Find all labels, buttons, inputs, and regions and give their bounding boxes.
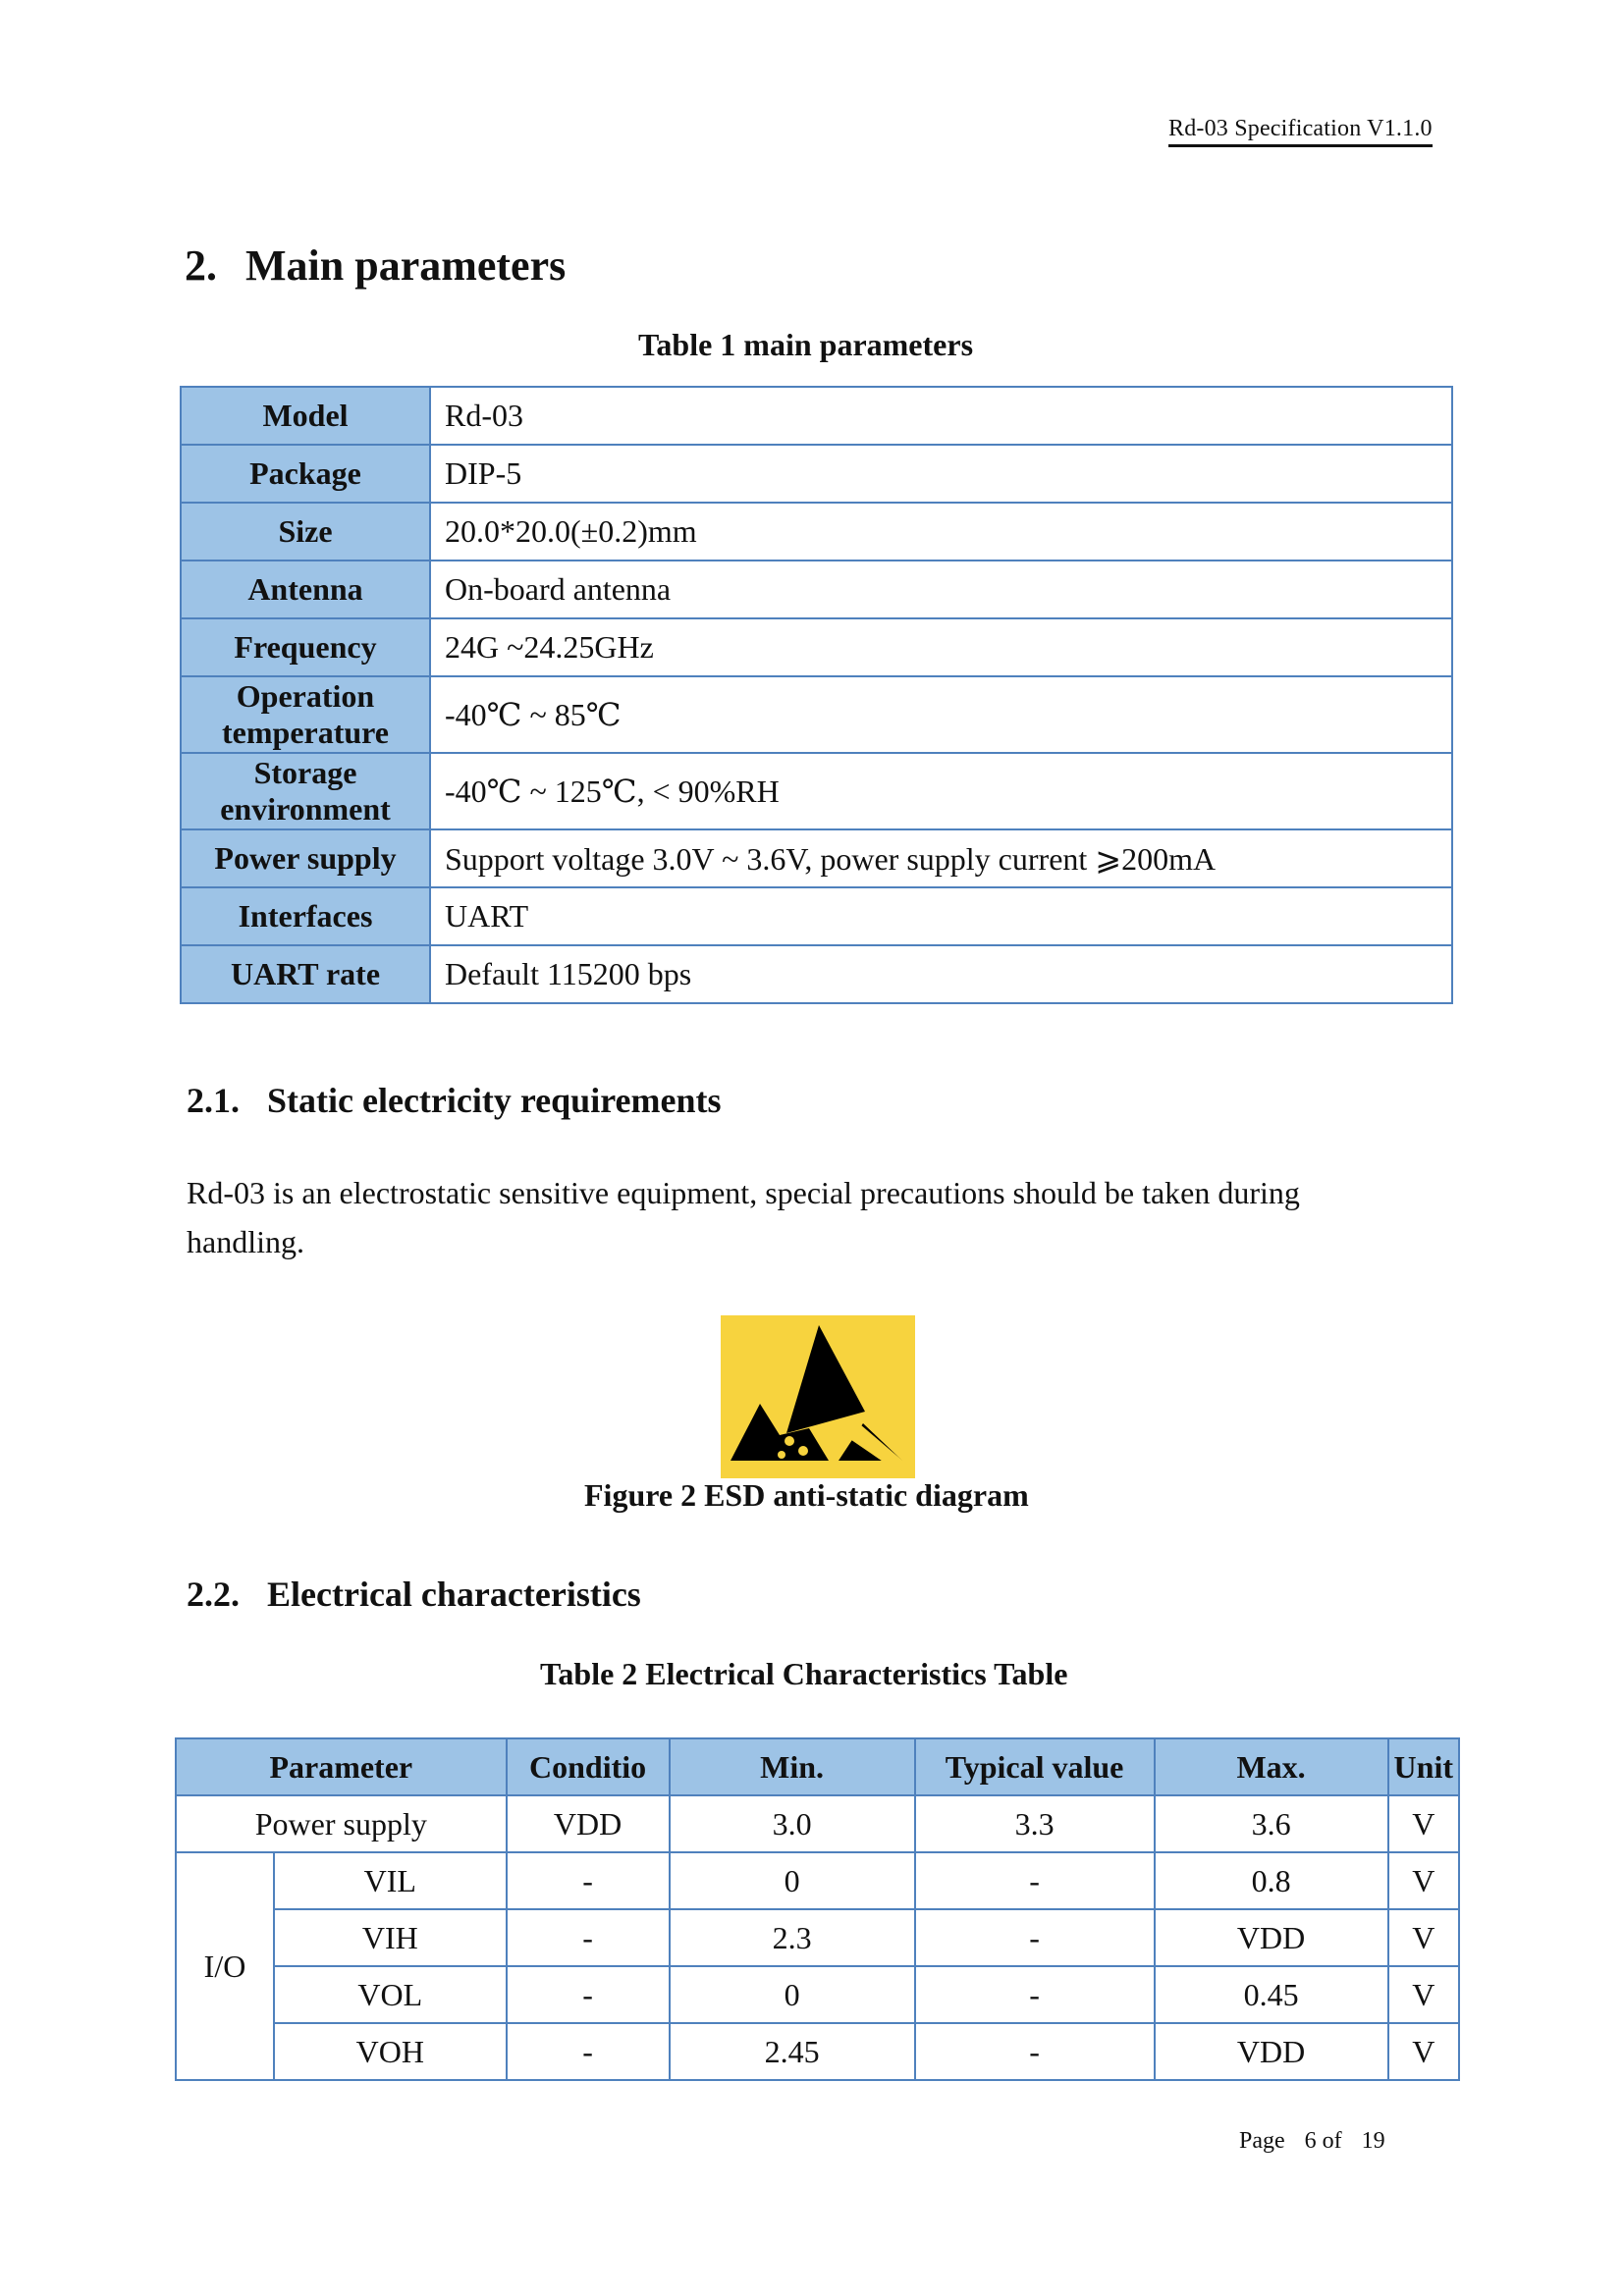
cell-parameter: VOL: [274, 1966, 507, 2023]
column-header: Min.: [670, 1738, 915, 1795]
cell-min: 0: [670, 1966, 915, 2023]
cell-parameter: VIL: [274, 1852, 507, 1909]
cell-max: VDD: [1155, 1909, 1388, 1966]
param-value: -40℃ ~ 85℃: [430, 676, 1452, 753]
cell-condition: -: [507, 2023, 670, 2080]
param-key: Antenna: [181, 561, 430, 618]
table-1-caption: Table 1 main parameters: [638, 327, 974, 362]
section-number: 2.1.: [187, 1081, 240, 1120]
page-current: 6 of: [1304, 2128, 1342, 2154]
esd-warning-icon: [721, 1315, 915, 1478]
cell-condition: VDD: [507, 1795, 670, 1852]
table-header-row: [176, 1738, 1459, 1795]
table-row: [181, 887, 1452, 945]
param-value: On-board antenna: [430, 561, 1452, 618]
param-value: Support voltage 3.0V ~ 3.6V, power supply current ⩾200mA: [430, 829, 1452, 887]
param-key: Interfaces: [181, 887, 430, 945]
param-value: DIP-5: [430, 445, 1452, 503]
main-parameters-table: [180, 386, 1453, 1004]
cell-max: VDD: [1155, 2023, 1388, 2080]
table-2-caption: Table 2 Electrical Characteristics Table: [540, 1656, 1068, 1691]
param-key: [181, 676, 430, 753]
param-value: UART: [430, 887, 1452, 945]
cell-typical: 3.3: [915, 1795, 1155, 1852]
param-key-line: Operation: [236, 678, 375, 714]
column-header: Unit: [1388, 1738, 1459, 1795]
column-header: Max.: [1155, 1738, 1388, 1795]
cell-typical: -: [915, 2023, 1155, 2080]
param-value: -40℃ ~ 125℃, < 90%RH: [430, 753, 1452, 829]
section-title: Static electricity requirements: [267, 1081, 722, 1120]
esd-paragraph: Rd-03 is an electrostatic sensitive equipment, special precautions should be taken during handling.: [187, 1175, 1300, 1259]
io-group-label: I/O: [176, 1852, 274, 2080]
table-row: [181, 945, 1452, 1003]
param-key: Size: [181, 503, 430, 561]
cell-parameter: VIH: [274, 1909, 507, 1966]
page-total: 19: [1361, 2128, 1385, 2154]
table-row: [181, 561, 1452, 618]
document-header-title: Rd-03 Specification V1.1.0: [1168, 116, 1433, 147]
param-key-line: environment: [220, 791, 391, 827]
section-number: 2.: [185, 241, 217, 290]
cell-max: 0.8: [1155, 1852, 1388, 1909]
param-value: 24G ~24.25GHz: [430, 618, 1452, 676]
cell-condition: -: [507, 1909, 670, 1966]
cell-unit: V: [1388, 2023, 1459, 2080]
param-key: Model: [181, 387, 430, 445]
table-row: [176, 1852, 1459, 1909]
section-number: 2.2.: [187, 1575, 240, 1614]
cell-unit: V: [1388, 1795, 1459, 1852]
cell-unit: V: [1388, 1909, 1459, 1966]
param-key-line: Storage: [253, 755, 357, 790]
table-row: [181, 753, 1452, 829]
param-key: Frequency: [181, 618, 430, 676]
table-row: [176, 2023, 1459, 2080]
table-row: [176, 1966, 1459, 2023]
param-value: 20.0*20.0(±0.2)mm: [430, 503, 1452, 561]
cell-condition: -: [507, 1852, 670, 1909]
table-row: [181, 503, 1452, 561]
figure-2-caption: Figure 2 ESD anti-static diagram: [584, 1477, 1029, 1513]
section-2-2-heading: [187, 1574, 641, 1615]
cell-min: 0: [670, 1852, 915, 1909]
param-key: [181, 753, 430, 829]
column-header: Conditio: [507, 1738, 670, 1795]
table-row: [181, 387, 1452, 445]
table-row: [181, 445, 1452, 503]
section-2-heading: [185, 240, 566, 291]
electrical-characteristics-table: [175, 1737, 1460, 2081]
cell-typical: -: [915, 1966, 1155, 2023]
section-2-1-heading: [187, 1080, 722, 1121]
cell-parameter: Power supply: [176, 1795, 507, 1852]
param-key: Power supply: [181, 829, 430, 887]
cell-typical: -: [915, 1909, 1155, 1966]
section-title: Main parameters: [245, 241, 567, 290]
page-label: Page: [1239, 2128, 1285, 2154]
cell-unit: V: [1388, 1852, 1459, 1909]
table-row: [176, 1909, 1459, 1966]
table-row: [176, 1795, 1459, 1852]
cell-max: 0.45: [1155, 1966, 1388, 2023]
cell-min: 2.45: [670, 2023, 915, 2080]
column-header: Parameter: [176, 1738, 507, 1795]
table-row: [181, 676, 1452, 753]
param-value: Default 115200 bps: [430, 945, 1452, 1003]
param-key: Package: [181, 445, 430, 503]
param-value: Rd-03: [430, 387, 1452, 445]
cell-min: 3.0: [670, 1795, 915, 1852]
param-key-line: temperature: [222, 715, 389, 750]
cell-unit: V: [1388, 1966, 1459, 2023]
section-title: Electrical characteristics: [267, 1575, 641, 1614]
cell-condition: -: [507, 1966, 670, 2023]
table-row: [181, 618, 1452, 676]
cell-max: 3.6: [1155, 1795, 1388, 1852]
column-header: Typical value: [915, 1738, 1155, 1795]
cell-typical: -: [915, 1852, 1155, 1909]
table-row: [181, 829, 1452, 887]
param-key: UART rate: [181, 945, 430, 1003]
page-footer: [1239, 2128, 1405, 2155]
cell-parameter: VOH: [274, 2023, 507, 2080]
cell-min: 2.3: [670, 1909, 915, 1966]
